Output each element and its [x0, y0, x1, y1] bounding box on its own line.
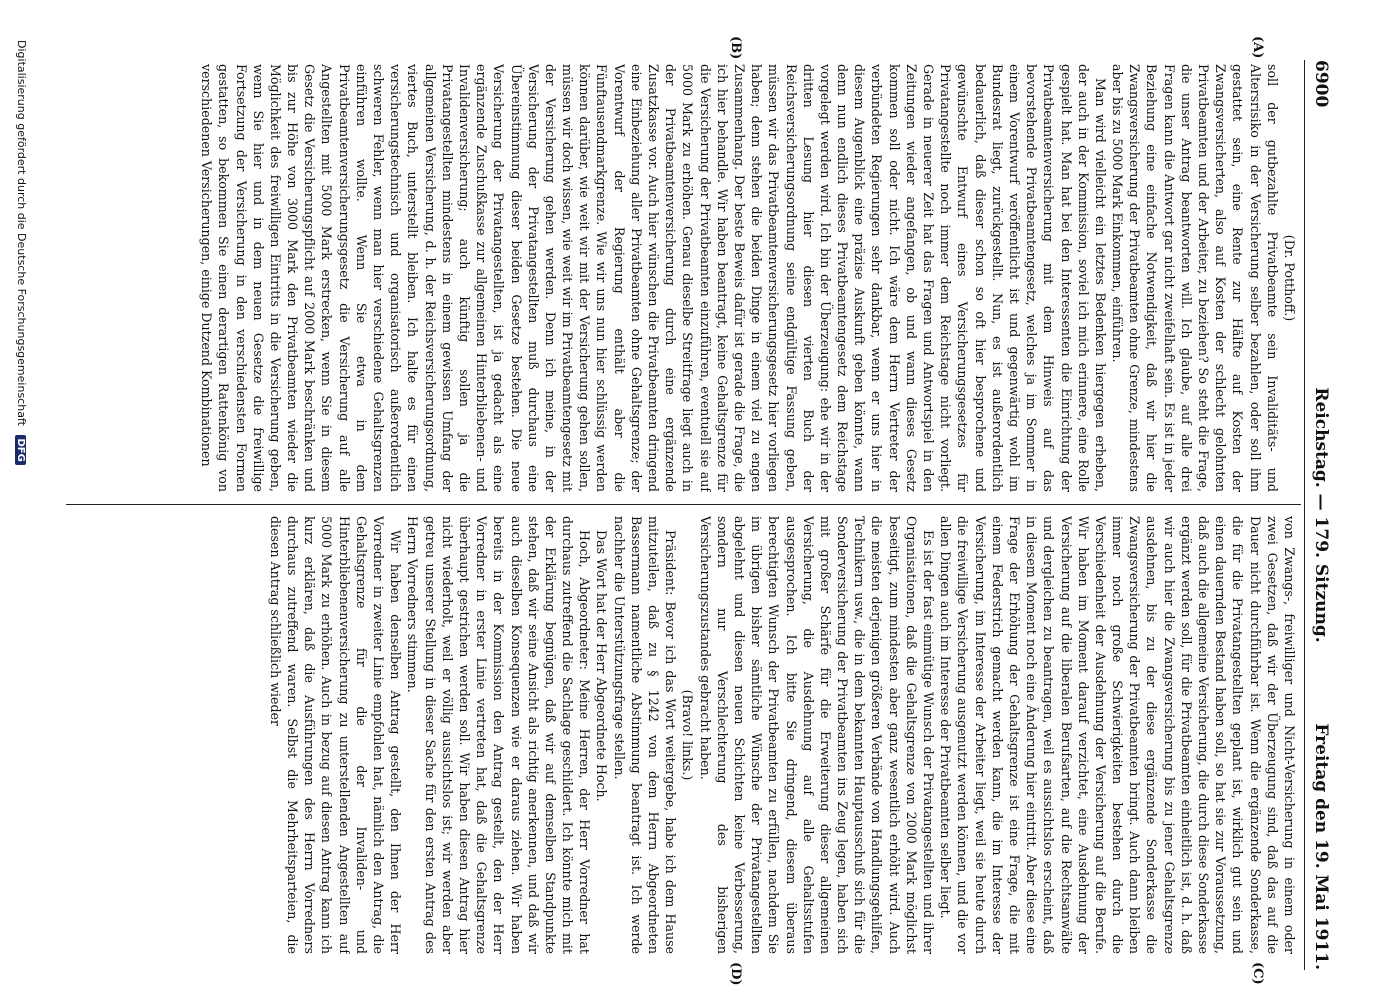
president-statement: Präsident: Bevor ich das Wort weitergebe, habe ich dem Hause mitzuteilen, daß zu § 1242 von dem Herrn Abgeordneten Bassermann namentliche Abstimmung beantragt ist. Ich werde nachher die Unterstützungsfrage stellen. — [611, 516, 679, 954]
paragraph: soll der gutbezahlte Privatbeamte sein Invaliditäts- und Altersrisiko in der Versicherung selber bezahlen, oder soll ihm gestattet sein, eine Rente zur Hälfte auf Kosten der Zwangsversicherten, also auf Kosten der schlecht gelohnten Privatbeamten und der Arbeiter, zu beziehen? So steht die Frage, die unser Antrag beantworten will. Ich glaube, auf alle drei Fragen kann die Antwort gar nicht zweifelhaft sein. Es ist in jeder Beziehung eine einfache Notwendigkeit, daß wir hier die Zwangsversicherung der Privatbeamten ohne Grenze, mindestens aber bis zu 5000 Mark Einkommen, einführen. — [1110, 64, 1280, 492]
paragraph: Das Wort hat der Herr Abgeordnete Hoch. — [594, 530, 610, 802]
speaker-note: (Dr. Potthoff.) — [1282, 234, 1297, 322]
paragraph: Wir haben denselben Antrag gestellt, den Ihnen der Herr Vorredner in zweiter Linie empfohlen hat, nämlich den Antrag, die Gehaltsgrenze für die der Invaliden- und Hinterbliebenenversicherung zu unterstellenden Angestellten auf 5000 Mark zu erhöhen. Auch in bezug auf diesen Antrag kann ich kurz erklären, daß die Ausführungen des Herrn Vorredners durchaus zutreffend waren. Selbst die Mehrheitsparteien, die diesen Antrag schließlich wieder — [267, 516, 404, 954]
paragraph: von Zwangs-, freiwilliger und Nicht-Versicherung in einem oder zwei Gesetzen, daß wir der Überzeugung sind, daß das auf die Dauer nicht durchführbar ist. Wenn die ergänzende Sonderkasse, die für die Privatangestellten geplant ist, wirklich gut sein und einen dauernden Bestand haben soll, so hat sie zur Voraussetzung, daß auch die allgemeine Versicherung, die durch diese Sonderkasse ergänzt werden soll, für die Privatbeamten einheitlich ist, d. h. daß wir auch hier die Zwangsversicherung bis zu jener Gehaltsgrenze ausdehnen, bis zu der diese ergänzende Sonderkasse die Zwangsversicherung der Privatbeamten bringt. Auch dann bleiben immer noch große Schwierigkeiten bestehen durch die Verschiedenheit der Ausdehnung der Versicherung auf die Berufe. Wir haben im Moment darauf verzichtet, eine Ausdehnung der Versicherung auf die liberalen Berufsarten, auf die Rechtsanwälte und dergleichen zu beantragen, weil es aussichtslos erscheint, daß in diesem Moment noch eine Änderung hier eintritt. Aber diese eine Frage der Erhöhung der Gehaltsgrenze ist eine Frage, die mit einem Federstrich gemacht werden kann, die im Interesse der Versicherung, im Interesse der Arbeiter liegt, weil sie heute durch die freiwillige Versicherung ausgenutzt werden können, und die vor allen Dingen auch im Interesse der Privatbeamten selber liegt. — [938, 516, 1297, 954]
funding-note: Digitalisierung gefördert durch die Deutsche Forschungsgemeinschaft — [15, 40, 28, 426]
applause-note: (Bravo! links.) — [680, 689, 696, 781]
margin-marker-a: (A) — [1250, 36, 1265, 59]
page-number: 6900 — [1311, 60, 1331, 108]
paragraph: Es ist der fast einmütige Wunsch der Privatangestellten und ihrer Organisationen, daß die Gehaltsgrenze von 2000 Mark möglichst beseitigt, zum mindesten aber ganz wesentlich erhöht wird. Auch die meisten derjenigen größeren Verbände von Handlungsgehilfen, Technikern usw., die in dem bekannten Hauptausschuß sich für die Sonderversicherung der Privatbeamten ins Zeug legen, haben sich mit großer Schärfe für die Erweiterung dieser allgemeinen Versicherung, die Ausdehnung auf alle Gehaltsstufen ausgesprochen. Ich bitte Sie dringend, diesem überaus berechtigten Wunsch der Privatbeamten zu erfüllen, nachdem Sie im übrigen bisher sämtliche Wünsche der Privatangestellten abgelehnt und diesen neuen Schichten keine Verbesserung, sondern nur Verschlechterung des bisherigen Versicherungszustandes gebracht haben. — [697, 516, 937, 954]
session-date: Freitag den 19. Mai 1911. — [1311, 723, 1331, 970]
left-text-column — [68, 64, 1298, 492]
digitization-footer — [15, 40, 28, 980]
right-text-column — [68, 516, 1298, 954]
page-title: Reichstag. — 179. Sitzung. — [1311, 387, 1331, 643]
paragraph: Man wird vielleicht ein letztes Bedenken hiergegen erheben, der auch in der Kommission, soviel ich mich erinnere, eine Rolle gespielt hat. Man hat bei den Interessenten die Einrichtung der Privatbeamtenversicherung mit dem Hinweis auf das bevorstehende Privatbeamtengesetz, welches ja im Sommer in einem Vorentwurf veröffentlicht ist und gegenwärtig wohl im Bundesrat liegt, zurückgestellt. Nun, es ist außerordentlich bedauerlich, daß dieser schon so oft hier besprochene und gewünschte Entwurf eines Versicherungsgesetzes für Privatangestellte noch immer dem Reichstage nicht vorliegt. Gerade in neuerer Zeit hat das Fragen und Antwortspiel in den Zeitungen wieder angefangen, ob und wann dieses Gesetz kommen soll oder nicht. Ich wäre dem Herrn Vertreter der verbündeten Regierungen sehr dankbar, wenn er uns hier in diesem Augenblick eine präzise Auskunft geben könnte, wann denn nun endlich dieses Privatbeamtengesetz dem Reichstage vorgelegt werden wird. Ich bin der Überzeugung: ehe wir in der dritten Lesung hier diesen vierten Buch der Reichsversicherungsordnung seine endgültige Fassung geben, müssen wir das Privatbeamtenversicherungsgesetz hier vorliegen haben; denn stehen die beiden Dinge in einem viel zu engen Zusammenhang. Der beste Beweis dafür ist gerade die Frage, die ich hier behandle. Wir haben beantragt, keine Gehaltsgrenze für die Versicherung der Privatbeamten einzuführen, eventuell sie auf 5000 Mark zu erhöhen. Genau dieselbe Streitfrage liegt auch in der Privatbeamtenversicherung durch eine ergänzende Zusatzkasse vor. Auch hier wünschen die Privatbeamten dringend eine Einbeziehung aller Privatbeamten ohne Gehaltsgrenze; der Vorentwurf der Regierung enthält aber die Fünftausendmarkgrenze. Wie wir uns nun hier schlüssig werden können darüber, wie weit wir mit der Versicherung gehen sollen, müssen wir doch wissen, wie weit wir im Privatbeamtengesetz mit der Versicherung gehen werden. Denn ich meine, in der Versicherung der Privatangestellten muß durchaus eine Übereinstimmung dieser beiden Gesetze bestehen. Die neue Versicherung der Privatangestellten, ist ja gedacht als eine ergänzende Zuschußkasse zur allgemeinen Hinterbliebenen- und Invalidenversicherung; auch künftig sollen ja die Privatangestellten mindestens in einem gewissen Umfang der allgemeinen Versicherung, d. h. der Reichsversicherungsordnung, viertes Buch, unterstellt bleiben. Ich halte es für einen versicherungstechnisch und organisatorisch außerordentlich schweren Fehler, wenn man hier verschiedene Gehaltsgrenzen einführen wollte. Wenn Sie etwa in dem Privatbeamtenversicherungsgesetz die Versicherung auf alle Angestellten mit 5000 Mark erstrecken, wenn Sie in diesem Gesetz die Versicherungspflicht auf 2000 Mark beschränken und bis zur Höhe von 3000 Mark den Privatbeamten wieder die Möglichkeit des freiwilligen Eintritts in die Versicherung geben, wenn Sie hier und in dem neuen Gesetze die freiwillige Fortsetzung der Versicherung in den verschiedensten Formen gestatten, so bekommen Sie einen derartigen Rattenkönig von verschiedenen Versicherungen, einige Dutzend Kombinationen — [199, 64, 1108, 492]
margin-marker-b: (B) — [728, 36, 743, 60]
speaker-statement: Hoch, Abgeordneter: Meine Herren, der Herr Vorredner hat durchaus zutreffend die Sachlage geschildert. Ich könnte mich mit der Erklärung begnügen, daß wir auf demselben Standpunkte stehen, daß wir seine Ansicht als richtig anerkennen, und daß wir auch dieselben Konsequenzen wie er daraus ziehen. Wir haben bereits in der Kommission den Antrag gestellt, den der Herr Vorredner in erster Linie vertreten hat, daß die Gehaltsgrenze überhaupt gestrichen werden soll. Wir haben diesen Antrag hier nicht wiederholt, weil er völlig aussichtslos ist; wir werden aber getreu unserer Stellung in dieser Sache für den ersten Antrag des Herrn Vorredners stimmen. — [405, 516, 593, 954]
page-header — [1304, 60, 1335, 970]
column-divider — [66, 504, 1301, 505]
margin-marker-d: (D) — [728, 962, 743, 986]
dfg-logo: DFG — [15, 435, 26, 464]
margin-marker-c: (C) — [1250, 962, 1265, 985]
